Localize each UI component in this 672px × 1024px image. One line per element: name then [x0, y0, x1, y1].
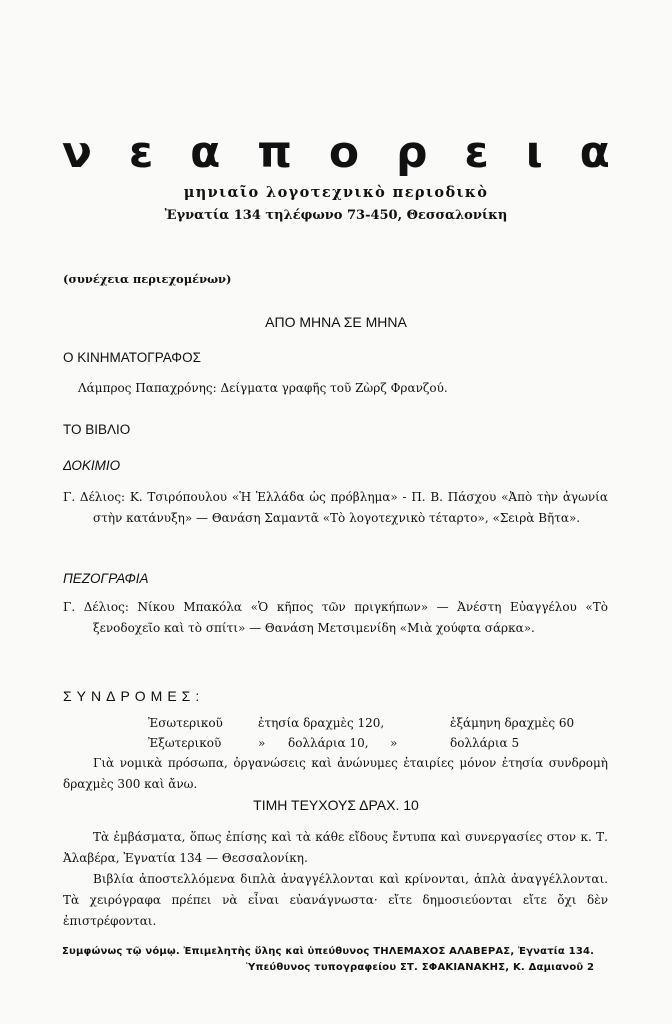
- footer-line-1: Συμφώνως τῷ νόμῳ. Ἐπιμελητὴς ὕλης καὶ ὑπεύθυνος ΤΗΛΕΜΑΧΟΣ ΑΛΑΒΕΡΑΣ, Ἐγνατία 134.: [62, 946, 595, 957]
- masthead-letter: α: [579, 127, 610, 178]
- foreign-annual: δολλάρια 10,: [288, 736, 369, 750]
- domestic-label: Ἐσωτερικοῦ: [148, 716, 223, 730]
- foreign-semiannual: δολλάρια 5: [450, 736, 520, 750]
- ditto-mark: »: [258, 736, 266, 750]
- essay-heading: ΔΟΚΙΜΙΟ: [63, 458, 121, 473]
- masthead-title: [62, 128, 610, 178]
- domestic-semiannual: ἑξάμηνη δραχμὲς 60: [450, 716, 575, 730]
- remittances-text: Τὰ ἐμβάσματα, ὅπως ἐπίσης καὶ τὰ κάθε εἴδους ἔντυπα καὶ συνεργασίες στον κ. Τ. Ἀλαβέρα, Ἐγνατία 134 — Θεσσαλονίκη.: [63, 830, 608, 865]
- cinema-text: Λάμπρος Παπαχρόνης: Δείγματα γραφῆς τοῦ Ζὼρζ Φρανζού.: [78, 381, 448, 395]
- month-heading: ΑΠΟ ΜΗΝΑ ΣΕ ΜΗΝΑ: [265, 314, 407, 330]
- masthead-address: Ἐγνατία 134 τηλέφωνο 73-450, Θεσσαλονίκη: [164, 208, 508, 223]
- books-policy-text: Βιβλία ἀποστελλόμενα διπλὰ ἀναγγέλλονται καὶ κρίνονται, ἁπλὰ ἀναγγέλλονται. Τὰ χειρόγραφα πρέπει νὰ εἶναι εὐανάγνωστα· εἴτε δημοσιεύονται εἴτε ὄχι δὲν ἐπιστρέφονται.: [63, 872, 608, 928]
- footer-line-2: Ὑπεύθυνος τυπογραφείου ΣΤ. ΣΦΑΚΙΑΝΑΚΗΣ, Κ. Δαμιανοῦ 2: [246, 962, 595, 973]
- masthead-letter: ο: [328, 127, 360, 178]
- issue-price: ΤΙΜΗ ΤΕΥΧΟΥΣ ΔΡΑΧ. 10: [253, 797, 419, 813]
- masthead-letter: ν: [62, 127, 92, 178]
- subscriptions-heading: ΣΥΝΔΡΟΜΕΣ:: [63, 688, 205, 704]
- masthead-subtitle: μηνιαῖο λογοτεχνικὸ περιοδικὸ: [183, 184, 489, 201]
- ditto-mark: »: [390, 736, 398, 750]
- prose-text: Γ. Δέλιος: Νίκου Μπακόλα «Ὁ κῆπος τῶν πριγκήπων» — Ἀνέστη Εὐαγγέλου «Τὸ ξενοδοχεῖο καὶ τὸ σπίτι» — Θανάση Μετσιμενίδη «Μιὰ χούφτα σάρκα».: [63, 600, 608, 635]
- masthead-letter: ι: [525, 127, 543, 178]
- continuation-note: (συνέχεια περιεχομένων): [63, 272, 232, 286]
- masthead-letter: π: [257, 127, 293, 178]
- foreign-label: Ἐξωτερικοῦ: [148, 736, 222, 750]
- cinema-heading: Ο ΚΙΝΗΜΑΤΟΓΡΑΦΟΣ: [63, 350, 201, 365]
- masthead-letter: ρ: [395, 127, 428, 178]
- subscription-foreign-row: [148, 736, 519, 750]
- masthead-letter: ε: [128, 127, 154, 178]
- domestic-annual: ἐτησία δραχμὲς 120,: [258, 716, 385, 730]
- masthead-letter: ε: [464, 127, 489, 178]
- book-heading: ΤΟ ΒΙΒΛΙΟ: [63, 422, 131, 437]
- masthead-letter: α: [190, 127, 221, 178]
- essay-text: Γ. Δέλιος: Κ. Τσιρόπουλου «Ἡ Ἑλλάδα ὡς πρόβλημα» - Π. Β. Πάσχου «Ἀπὸ τὴν ἀγωνία στὴν κατάνυξη» — Θανάση Σαμαντᾶ «Τὸ λογοτεχνικὸ τέταρτο», «Σειρὰ Βῆτα».: [63, 490, 608, 525]
- legal-entities-text: Γιὰ νομικὰ πρόσωπα, ὀργανώσεις καὶ ἀνώνυμες ἑταιρίες μόνον ἐτησία συνδρομὴ δραχμὲς 300 καὶ ἄνω.: [63, 756, 608, 791]
- prose-heading: ΠΕΖΟΓΡΑΦΙΑ: [63, 571, 149, 586]
- subscription-domestic-row: [148, 716, 574, 730]
